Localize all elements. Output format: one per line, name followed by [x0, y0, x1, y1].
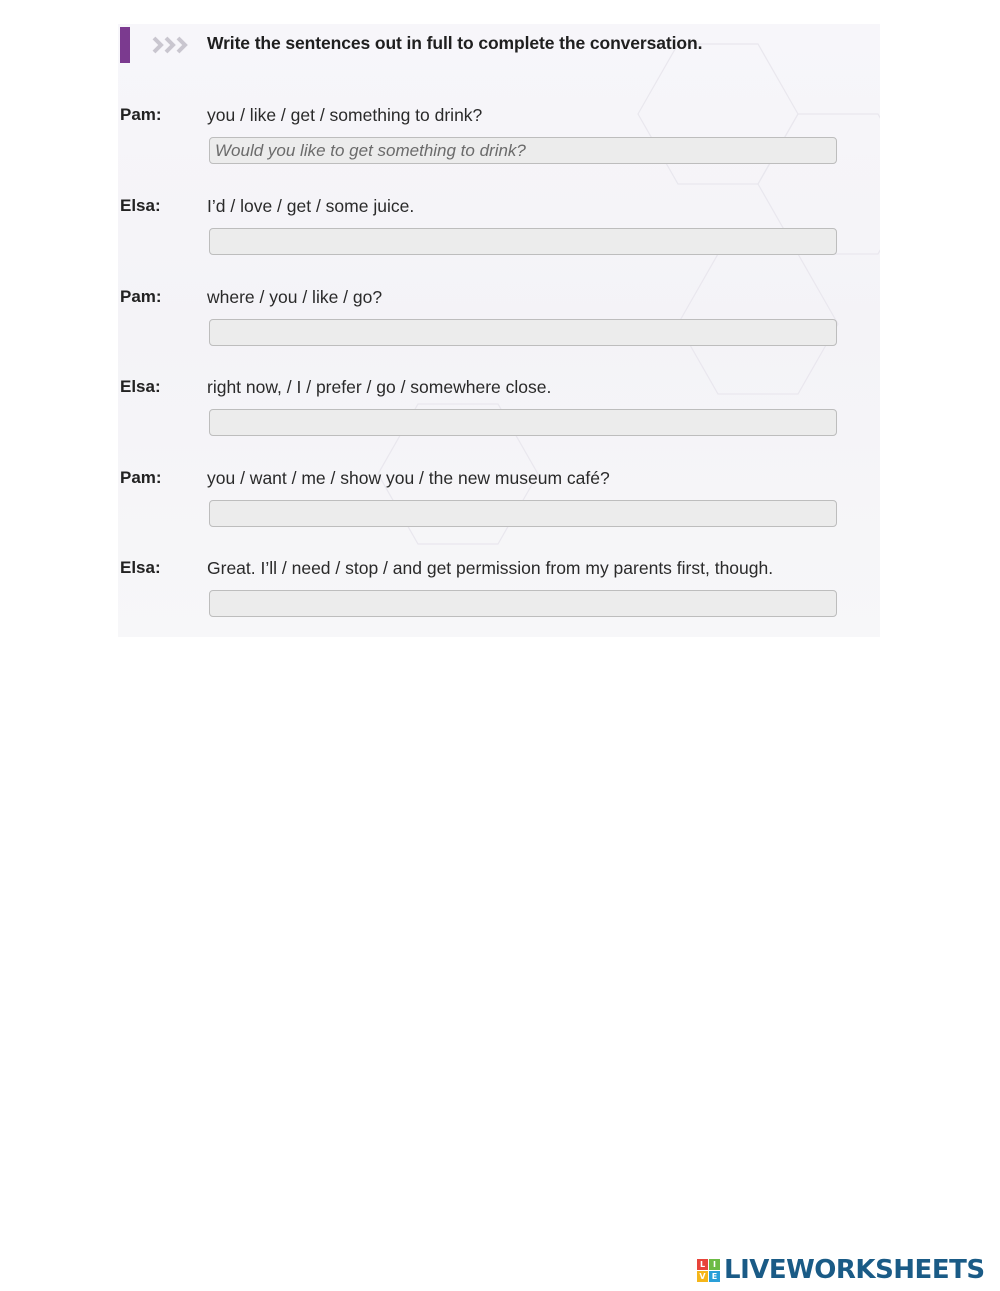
answer-input[interactable]: [209, 500, 837, 527]
logo-letter: L: [697, 1259, 708, 1270]
live-logo-icon: [697, 1259, 720, 1282]
instruction-heading: Write the sentences out in full to complete the conversation.: [207, 33, 703, 53]
speaker-label: Pam:: [120, 105, 162, 124]
speaker-label: Elsa:: [120, 377, 161, 396]
prompt-text: I’d / love / get / some juice.: [207, 196, 415, 216]
prompt-text: you / want / me / show you / the new museum café?: [207, 468, 610, 488]
logo-letter: I: [709, 1259, 720, 1270]
answer-input[interactable]: [209, 228, 837, 255]
speaker-label: Pam:: [120, 287, 162, 306]
logo-letter: V: [697, 1271, 708, 1282]
accent-bar: [120, 27, 130, 63]
prompt-text: you / like / get / something to drink?: [207, 105, 483, 125]
triple-chevron-right-icon: [152, 34, 192, 56]
brand-logo: [697, 1256, 985, 1284]
speaker-label: Pam:: [120, 468, 162, 487]
speaker-label: Elsa:: [120, 558, 161, 577]
answer-input[interactable]: [209, 319, 837, 346]
answer-input[interactable]: [209, 409, 837, 436]
brand-name: LIVEWORKSHEETS: [724, 1255, 985, 1285]
answer-input[interactable]: Would you like to get something to drink?: [209, 137, 837, 164]
logo-letter: E: [709, 1271, 720, 1282]
answer-input[interactable]: [209, 590, 837, 617]
speaker-label: Elsa:: [120, 196, 161, 215]
exercise-panel: [118, 24, 880, 637]
prompt-text: Great. I’ll / need / stop / and get permission from my parents first, though.: [207, 558, 774, 578]
prompt-text: right now, / I / prefer / go / somewhere close.: [207, 377, 552, 397]
prompt-text: where / you / like / go?: [207, 287, 383, 307]
